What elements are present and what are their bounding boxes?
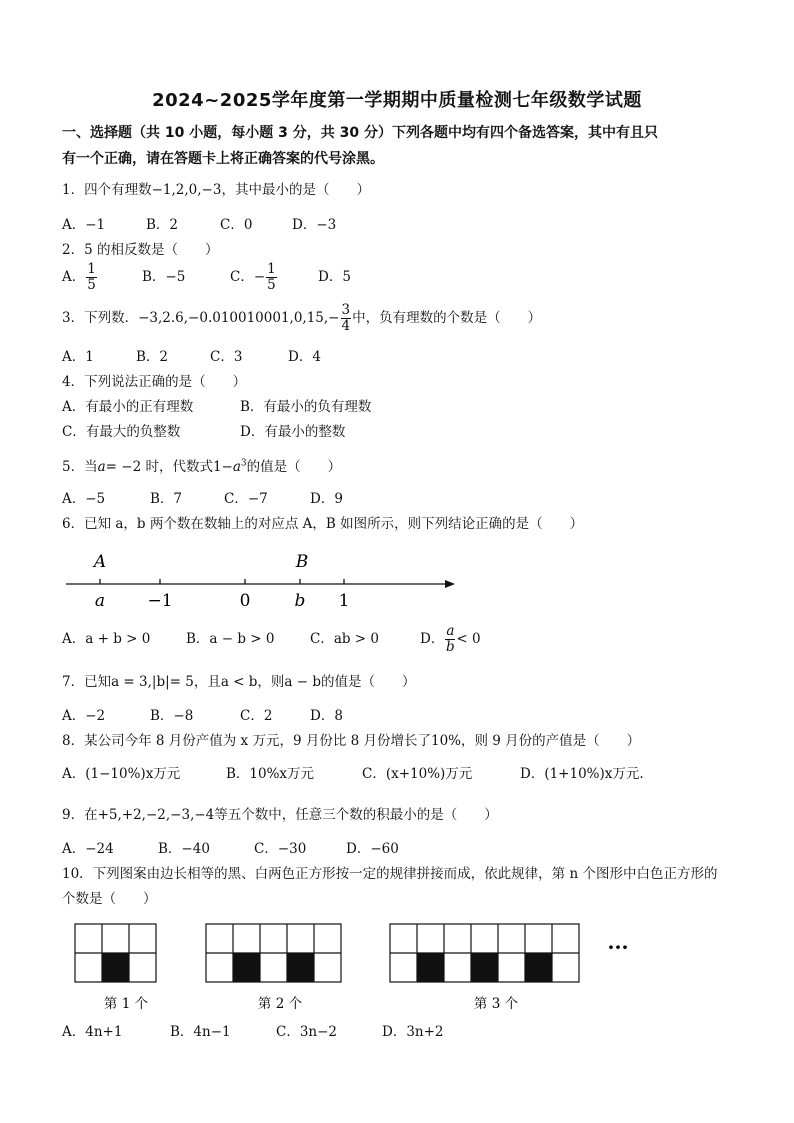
q5-option-d[interactable]: D．9	[310, 491, 343, 507]
question-9-stem: 9．在+5,+2,−2,−3,−4等五个数中，任意三个数的积最小的是（ ）	[62, 807, 498, 823]
q6-option-d-fraction	[445, 624, 455, 655]
point-a-variable: a	[94, 591, 106, 611]
q4-option-b[interactable]: B．有最小的负有理数	[240, 399, 372, 415]
question-5-stem	[62, 455, 341, 475]
q10-option-d[interactable]: D．3n+2	[382, 1024, 444, 1040]
q5-power-base: a	[232, 459, 241, 475]
tick-label-neg-one: −1	[147, 591, 173, 611]
q2-option-a-fraction	[86, 262, 97, 293]
q8-option-b[interactable]: B．10%x万元	[226, 766, 315, 782]
q7-option-a[interactable]: A．−2	[62, 708, 106, 724]
question-4-options-row1	[62, 395, 371, 415]
black-square	[525, 953, 552, 982]
q9-option-b[interactable]: B．−40	[158, 841, 210, 857]
q5-option-c[interactable]: C．−7	[224, 491, 268, 507]
page-title: 2024~2025学年度第一学期期中质量检测七年级数学试题	[152, 90, 642, 111]
q1-option-d[interactable]: D．−3	[292, 217, 337, 233]
question-8-options	[62, 762, 644, 782]
question-10-options	[62, 1020, 444, 1040]
figure-3-label: 第 3 个	[473, 996, 519, 1012]
question-6-stem: 6．已知 a，b 两个数在数轴上的对应点 A，B 如图所示，则下列结论正确的是（ ）	[62, 516, 584, 532]
question-4-stem: 4．下列说法正确的是（ ）	[62, 374, 247, 390]
q7-option-d[interactable]: D．8	[310, 708, 343, 724]
section-instructions-line1: 一、选择题（共 10 小题，每小题 3 分，共 30 分）下列各题中均有四个备选答案，其中有且只	[62, 125, 658, 141]
q9-option-d[interactable]: D．−60	[346, 841, 399, 857]
q10-option-c[interactable]: C．3n−2	[276, 1024, 338, 1040]
q8-option-c[interactable]: C．(x+10%)万元	[362, 766, 473, 782]
q5-variable: a	[97, 459, 106, 475]
q10-option-a[interactable]: A．4n+1	[62, 1024, 123, 1040]
q5-stem-part3: 的值是（ ）	[246, 459, 342, 475]
q1-option-b[interactable]: B．2	[146, 217, 179, 233]
q3-stem-part2: 中，负有理数的个数是（ ）	[352, 309, 542, 326]
number-line-figure	[60, 544, 460, 614]
figure-1-label: 第 1 个	[103, 996, 149, 1012]
q5-stem-part1: 5．当	[62, 459, 98, 475]
black-square	[102, 953, 129, 982]
q2-option-c-prefix: C．−	[230, 268, 266, 285]
q5-power-exponent: 3	[240, 458, 247, 469]
black-square	[417, 953, 444, 982]
q7-option-b[interactable]: B．−8	[150, 708, 194, 724]
question-5-options	[62, 487, 343, 507]
figure-2-label: 第 2 个	[257, 996, 303, 1012]
q3-option-c[interactable]: C．3	[210, 349, 243, 365]
q1-option-a[interactable]: A．−1	[62, 217, 106, 233]
q5-option-b[interactable]: B．7	[150, 491, 183, 507]
q2-option-d[interactable]: D．5	[318, 268, 351, 285]
tick-label-one: 1	[338, 591, 350, 611]
ellipsis: ···	[607, 935, 629, 959]
black-square	[233, 953, 260, 982]
pattern-figure-3	[390, 924, 579, 982]
fraction-numerator: 3	[341, 302, 351, 318]
fraction-numerator: a	[446, 623, 455, 639]
q2-option-c-fraction	[266, 262, 277, 293]
q2-option-a[interactable]	[62, 262, 142, 293]
question-8-stem: 8．某公司今年 8 月份产值为 x 万元，9 月份比 8 月份增长了10%，则 9 月份的产值是（ ）	[62, 733, 641, 749]
section-instructions-line2: 有一个正确，请在答题卡上将正确答案的代号涂黑。	[62, 151, 384, 167]
question-3-options	[62, 345, 321, 365]
arrow-right-icon	[445, 580, 455, 588]
fraction-denominator: 5	[87, 276, 96, 293]
question-10-stem-line1: 10．下列图案由边长相等的黑、白两色正方形按一定的规律拼接而成，依此规律，第 n 个图形中白色正方形的	[62, 866, 718, 882]
fraction-denominator: 5	[267, 276, 276, 293]
fraction-denominator: 4	[341, 317, 351, 334]
question-9-options	[62, 837, 399, 857]
fraction-numerator: 1	[87, 261, 96, 277]
question-10-stem-line2: 个数是（ ）	[62, 891, 157, 907]
q2-option-c[interactable]	[230, 262, 318, 293]
question-2-stem: 2．5 的相反数是（ ）	[62, 242, 219, 258]
pattern-figure-2	[206, 924, 341, 982]
point-b-variable: b	[294, 591, 306, 611]
q3-stem-fraction	[341, 303, 352, 334]
black-square	[471, 953, 498, 982]
question-1-stem: 1．四个有理数−1,2,0,−3，其中最小的是（ ）	[62, 182, 370, 198]
question-1-options	[62, 213, 336, 233]
pattern-figures	[70, 918, 670, 1018]
q8-option-a[interactable]: A．(1−10%)x万元	[62, 766, 181, 782]
pattern-figure-1	[75, 924, 156, 982]
q10-option-b[interactable]: B．4n−1	[170, 1024, 231, 1040]
fraction-numerator: 1	[267, 261, 276, 277]
tick-label-zero: 0	[239, 591, 251, 611]
q7-option-c[interactable]: C．2	[240, 708, 273, 724]
q2-option-b[interactable]: B．−5	[142, 268, 186, 285]
q4-option-c[interactable]: C．有最大的负整数	[62, 424, 181, 440]
q6-option-d[interactable]	[420, 624, 481, 655]
question-7-options	[62, 704, 343, 724]
q1-option-c[interactable]: C．0	[220, 217, 253, 233]
q6-option-b[interactable]: B．a − b > 0	[186, 630, 275, 647]
point-a-label: A	[93, 552, 107, 572]
q3-option-d[interactable]: D．4	[288, 349, 321, 365]
question-4-options-row2	[62, 420, 345, 440]
q6-option-a[interactable]: A．a + b > 0	[62, 630, 151, 647]
q8-option-d[interactable]: D．(1+10%)x万元.	[520, 766, 644, 782]
q6-option-d-suffix: < 0	[456, 630, 481, 647]
q5-option-a[interactable]: A．−5	[62, 491, 106, 507]
question-6-options	[62, 624, 481, 655]
q3-option-a[interactable]: A．1	[62, 349, 94, 365]
question-3-stem	[62, 303, 541, 334]
q9-option-c[interactable]: C．−30	[254, 841, 307, 857]
fraction-denominator: b	[446, 638, 455, 655]
q4-option-d[interactable]: D．有最小的整数	[240, 424, 346, 440]
q6-option-d-prefix: D．	[420, 630, 445, 647]
question-7-stem: 7．已知a = 3,|b|= 5，且a < b，则a − b的值是（ ）	[62, 674, 416, 690]
q9-option-a[interactable]: A．−24	[62, 841, 114, 857]
q5-stem-part2: = −2 时，代数式1−	[105, 459, 233, 475]
point-b-label: B	[295, 552, 309, 572]
black-square	[287, 953, 314, 982]
question-2-options	[62, 262, 351, 293]
q3-option-b[interactable]: B．2	[136, 349, 169, 365]
q4-option-a[interactable]: A．有最小的正有理数	[62, 399, 194, 415]
q2-option-a-prefix: A．	[62, 268, 86, 285]
q3-stem-part1: 3．下列数．−3,2.6,−0.010010001,0,15,−	[62, 309, 340, 326]
q6-option-c[interactable]: C．ab > 0	[310, 630, 380, 647]
